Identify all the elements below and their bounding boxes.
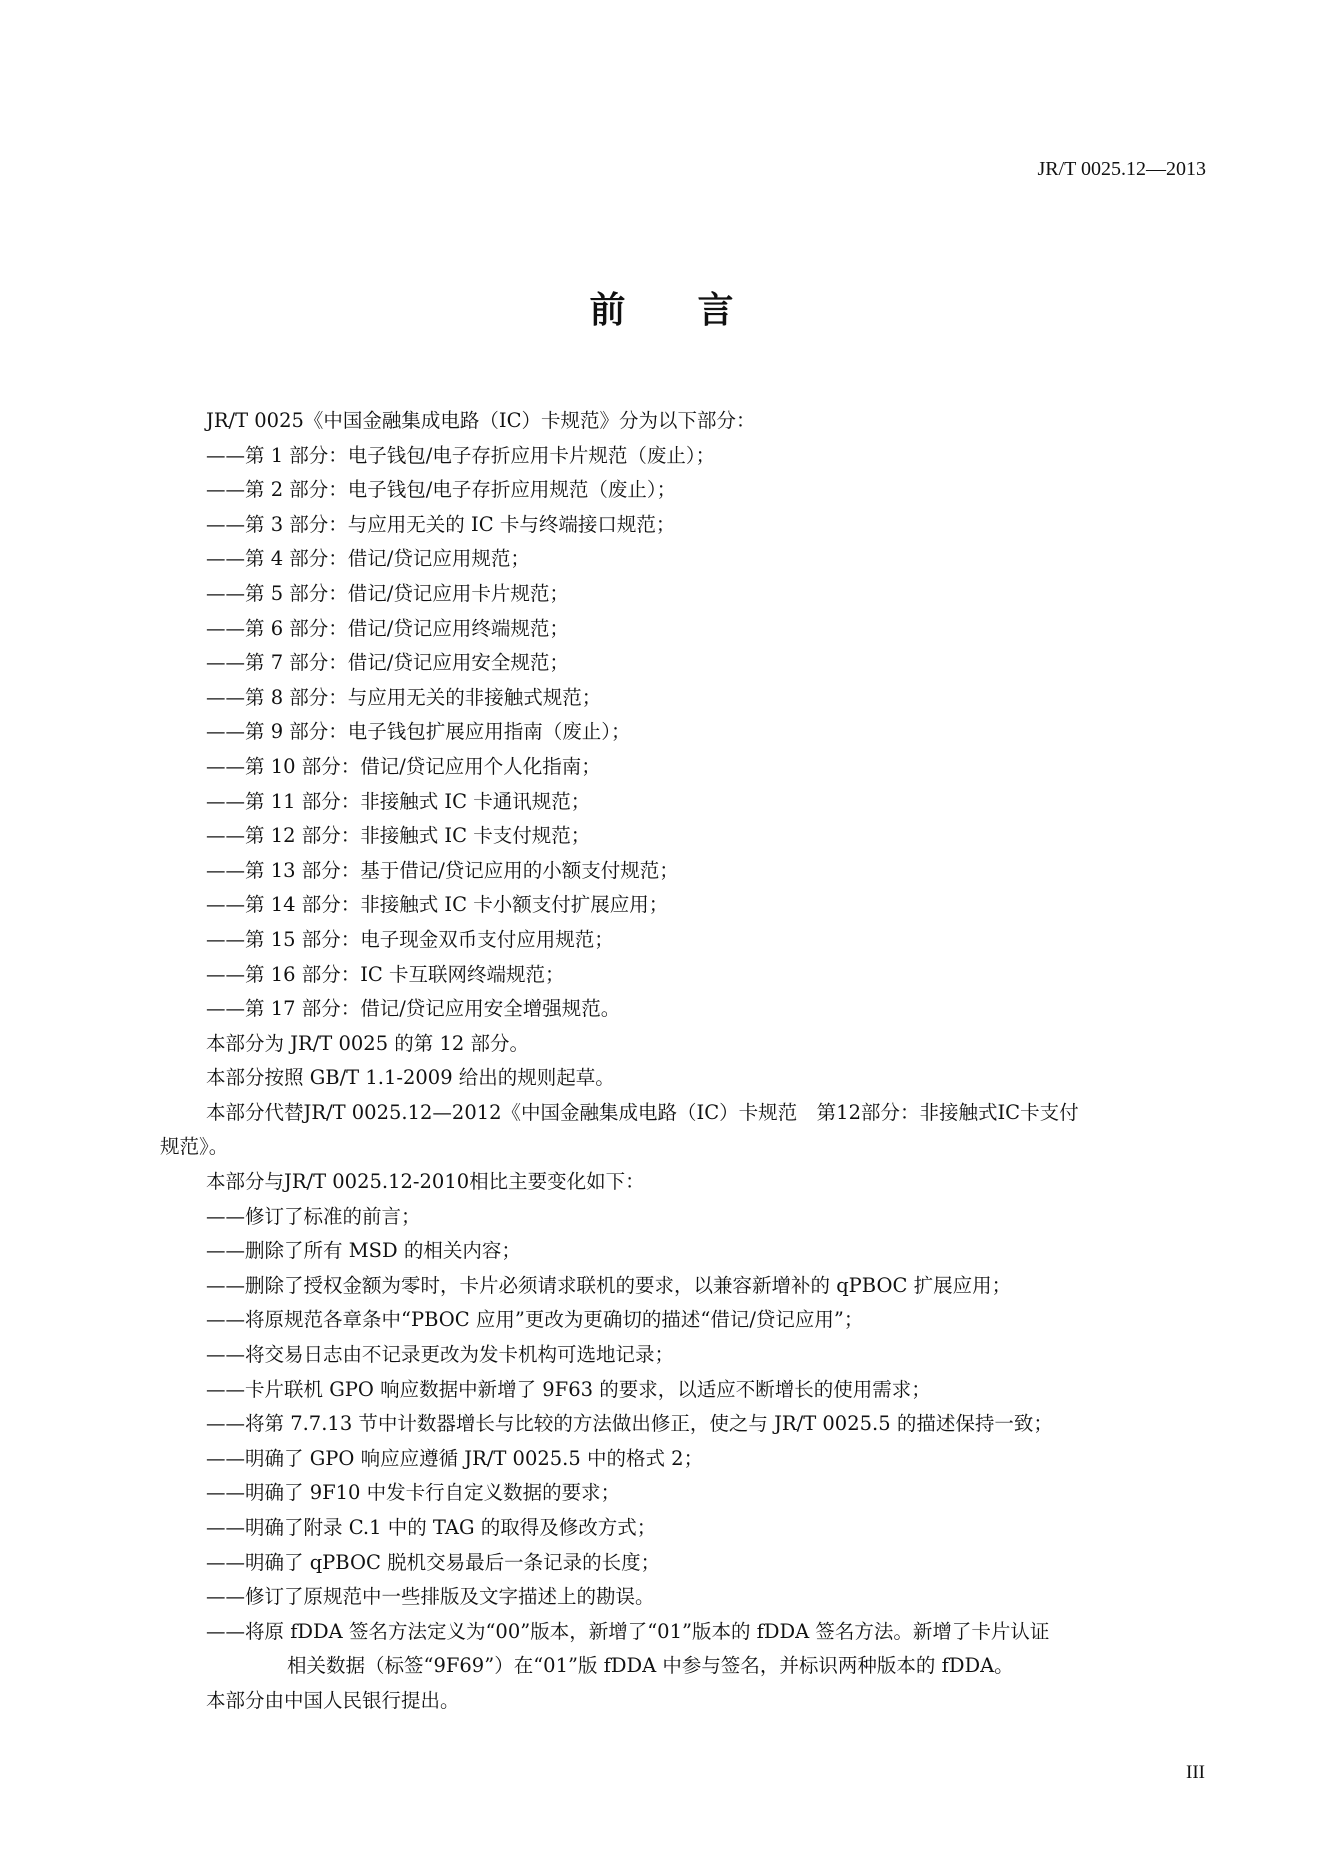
list-item-part-17: ——第 17 部分：借记/贷记应用安全增强规范。 xyxy=(206,997,621,1021)
list-item-part-3: ——第 3 部分：与应用无关的 IC 卡与终端接口规范； xyxy=(206,512,676,536)
list-item-change: ——卡片联机 GPO 响应数据中新增了 9F63 的要求，以适应不断增长的使用需求； xyxy=(206,1377,931,1401)
list-item-part-1: ——第 1 部分：电子钱包/电子存折应用卡片规范（废止）； xyxy=(206,443,716,467)
page-title: 前 言 xyxy=(589,290,734,331)
paragraph-drafting-rules: 本部分按照 GB/T 1.1-2009 给出的规则起草。 xyxy=(206,1066,615,1090)
list-item-change: ——将原规范各章条中“PBOC 应用”更改为更确切的描述“借记/贷记应用”； xyxy=(206,1308,864,1332)
list-item-change-continued: 相关数据（标签“9F69”）在“01”版 fDDA 中参与签名，并标识两种版本的 fDDA。 xyxy=(287,1654,1014,1678)
list-item-part-6: ——第 6 部分：借记/贷记应用终端规范； xyxy=(206,616,569,640)
list-item-change: ——删除了所有 MSD 的相关内容； xyxy=(206,1239,521,1263)
page-number: III xyxy=(1186,1762,1205,1783)
list-item-part-10: ——第 10 部分：借记/贷记应用个人化指南； xyxy=(206,754,601,778)
paragraph-parts-intro: JR/T 0025《中国金融集成电路（IC）卡规范》分为以下部分： xyxy=(206,409,756,432)
list-item-part-16: ——第 16 部分：IC 卡互联网终端规范； xyxy=(206,962,565,986)
list-item-part-9: ——第 9 部分：电子钱包扩展应用指南（废止）； xyxy=(206,720,631,744)
list-item-change: ——删除了授权金额为零时，卡片必须请求联机的要求，以兼容新增补的 qPBOC 扩展应用； xyxy=(206,1273,1012,1297)
paragraph-part-number: 本部分为 JR/T 0025 的第 12 部分。 xyxy=(206,1031,530,1055)
list-item-change: ——将交易日志由不记录更改为发卡机构可选地记录； xyxy=(206,1343,675,1367)
list-item-part-11: ——第 11 部分：非接触式 IC 卡通讯规范； xyxy=(206,789,591,813)
list-item-change: ——明确了附录 C.1 中的 TAG 的取得及修改方式； xyxy=(206,1516,657,1539)
list-item-part-15: ——第 15 部分：电子现金双币支付应用规范； xyxy=(206,927,614,951)
list-item-part-5: ——第 5 部分：借记/贷记应用卡片规范； xyxy=(206,581,569,605)
list-item-part-2: ——第 2 部分：电子钱包/电子存折应用规范（废止）； xyxy=(206,478,677,502)
paragraph-proposer: 本部分由中国人民银行提出。 xyxy=(206,1688,460,1712)
list-item-part-14: ——第 14 部分：非接触式 IC 卡小额支付扩展应用； xyxy=(206,893,669,917)
list-item-change: ——明确了 GPO 响应应遵循 JR/T 0025.5 中的格式 2； xyxy=(206,1446,704,1470)
list-item-change: ——修订了标准的前言； xyxy=(206,1204,421,1228)
list-item-part-4: ——第 4 部分：借记/贷记应用规范； xyxy=(206,547,530,571)
paragraph-replaces-continued: 规范》。 xyxy=(160,1135,229,1159)
list-item-part-7: ——第 7 部分：借记/贷记应用安全规范； xyxy=(206,651,569,675)
paragraph-changes-intro: 本部分与JR/T 0025.12-2010相比主要变化如下： xyxy=(206,1170,645,1194)
list-item-part-8: ——第 8 部分：与应用无关的非接触式规范； xyxy=(206,685,602,709)
list-item-change: ——明确了 qPBOC 脱机交易最后一条记录的长度； xyxy=(206,1550,661,1574)
list-item-change: ——修订了原规范中一些排版及文字描述上的勘误。 xyxy=(206,1585,655,1609)
list-item-part-13: ——第 13 部分：基于借记/贷记应用的小额支付规范； xyxy=(206,858,679,882)
paragraph-replaces: 本部分代替JR/T 0025.12—2012《中国金融集成电路（IC）卡规范 第12部分：非接触式IC卡支付 xyxy=(206,1100,1079,1124)
list-item-change: ——将第 7.7.13 节中计数器增长与比较的方法做出修正，使之与 JR/T 0025.5 的描述保持一致； xyxy=(206,1412,1053,1436)
document-body xyxy=(160,404,1206,1719)
list-item-change: ——将原 fDDA 签名方法定义为“00”版本，新增了“01”版本的 fDDA 签名方法。新增了卡片认证 xyxy=(206,1619,1050,1643)
list-item-part-12: ——第 12 部分：非接触式 IC 卡支付规范； xyxy=(206,824,591,848)
document-code: JR/T 0025.12—2013 xyxy=(1037,158,1206,180)
list-item-change: ——明确了 9F10 中发卡行自定义数据的要求； xyxy=(206,1481,621,1505)
